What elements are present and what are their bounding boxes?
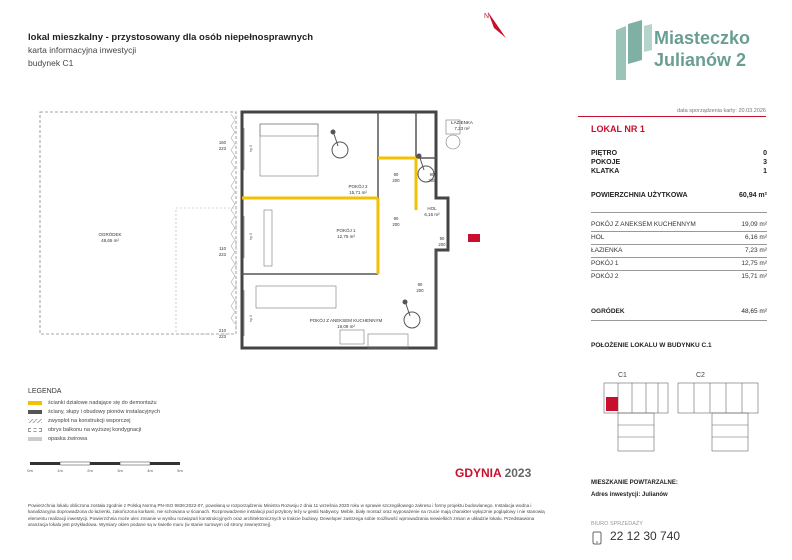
c1-label: C1: [618, 372, 627, 379]
footnote: Powierzchnia lokalu obliczona została zgodnie z Polską Normą PN-ISO 9836:2022-07, powołaną w rozporządzeniu Ministra Rozwoju z dnia 11 września 2020 roku w sprawie szczegółowego zakresu i formy projektu budowlanego. Instalacja wodna i kanalizacyjna doprowadzona do łazienki, zakończona korkami, nie schowana w ścianach. Rozprowadzenie instalacji pod przybory leży w gestii Nabywcy. Meble, biały montaż oraz wyposażenie na rzucie mają charakter wyłącznie poglądowy i nie stanowią elementu realizacji inwestycji. Powierzchnia może ulec zmianie w wyniku rozwiązań konstrukcyjnych oraz architektonicznych w trakcie budowy. Deweloper zastrzega sobie możliwość wprowadzania niewielkich zmian w układzie lokalu. Przedstawiona aranżacja lokalu jest przykładowa. Wymiary okien podane są w świetle muru (w stanie surowym od strony zewnętrznej).: [28, 503, 545, 527]
divider: [591, 257, 767, 258]
legend-swatch: [28, 410, 42, 414]
position-title: POŁOŻENIE LOKALU W BUDYNKU C.1: [591, 342, 712, 349]
scale-tick: 3m: [117, 468, 123, 473]
rooms-label: POKOJE: [591, 159, 621, 166]
city-year: 2023: [504, 466, 532, 480]
floor-plan: [28, 90, 548, 380]
staircase-label: KLATKA: [591, 168, 620, 175]
sales-label: BIURO SPRZEDAŻY: [591, 521, 643, 527]
scale-tick: 5m: [177, 468, 183, 473]
garden-value: 48,65 m²: [741, 308, 767, 315]
garden-plan-label: OGRÓDEK: [98, 232, 122, 237]
legend-item: [28, 436, 87, 442]
scale-tick: 2m: [87, 468, 93, 473]
table: [340, 330, 364, 344]
room-name: HOL: [591, 234, 605, 241]
city-name: GDYNIA: [455, 466, 502, 480]
window-height: 223: [218, 146, 226, 151]
door-width: 90: [393, 216, 399, 221]
divider: [591, 244, 767, 245]
room-row: [591, 234, 767, 241]
divider: [591, 212, 767, 213]
door-height: 200: [392, 222, 400, 227]
floor-value: 0: [763, 150, 767, 157]
divider: [578, 116, 766, 117]
room-row: [591, 260, 767, 267]
building-key-plan: [598, 365, 768, 453]
page-subtitle: karta informacyjna inwestycji: [28, 45, 137, 55]
door-width: 90: [439, 236, 445, 241]
phone-icon: [591, 531, 603, 550]
usable-area-label: POWIERZCHNIA UŻYTKOWA: [591, 192, 688, 199]
scale-tick: 0m: [27, 468, 33, 473]
door-height: 200: [438, 242, 446, 247]
divider: [591, 320, 767, 321]
building-label: budynek C1: [28, 58, 74, 68]
logo-line1: Miasteczko: [654, 28, 751, 48]
room-name: POKÓJ 2: [591, 273, 619, 280]
date-line: data sporządzenia karty: 20.03.2026: [677, 108, 766, 114]
window-width: 160: [218, 140, 226, 145]
window-height: 223: [218, 334, 226, 339]
window-height: 223: [218, 252, 226, 257]
legend-label: obrys balkonu na wyższej kondygnacji: [48, 427, 142, 433]
door-width: 90: [429, 172, 435, 177]
sofa: [256, 286, 336, 308]
logo-mark-icon: [612, 20, 656, 82]
room-area-label: 19,09 m²: [337, 324, 355, 329]
usable-area-row: [591, 192, 767, 199]
scale-tick: 4m: [147, 468, 153, 473]
room-area-label: 7,23 m²: [454, 126, 470, 131]
legend-item: [28, 427, 141, 433]
garden-plan-area: 48,65 m²: [101, 238, 119, 243]
legend-item: [28, 418, 131, 424]
legend-swatch: [28, 401, 42, 405]
room-name: ŁAZIENKA: [591, 247, 623, 254]
floor-label: PIĘTRO: [591, 150, 618, 157]
compass-label: N: [484, 13, 490, 20]
legend-label: ścianki działowe nadające się do demontażu: [48, 400, 157, 406]
legend-swatch: [28, 437, 42, 441]
room-area-label: 6,16 m²: [424, 212, 440, 217]
pillow: [260, 124, 318, 136]
room-row: [591, 221, 767, 228]
logo: [612, 18, 762, 88]
room-area: 15,71 m²: [741, 273, 767, 280]
page-title: lokal mieszkalny - przystosowany dla osób niepełnosprawnych: [28, 32, 314, 43]
sales-phone[interactable]: 22 12 30 740: [610, 529, 681, 543]
divider: [591, 270, 767, 271]
room-area: 19,09 m²: [741, 221, 767, 228]
garden-label: OGRÓDEK: [591, 308, 625, 315]
legend-label: zwyoplot na konstrukcji wsporczej: [48, 418, 131, 424]
room-area: 12,75 m²: [741, 260, 767, 267]
room-label: POKÓJ Z ANEKSEM KUCHENNYM: [309, 318, 383, 323]
room-label: ŁAZIENKA: [451, 120, 473, 125]
c2-label: C2: [696, 372, 705, 379]
staircase-value: 1: [763, 168, 767, 175]
room-label: POKÓJ 1: [336, 228, 356, 233]
room-area-label: 12,75 m²: [337, 234, 355, 239]
door-height: 200: [428, 178, 436, 183]
scale-bar: [28, 460, 198, 476]
kitchen: [368, 334, 408, 348]
entrance-marker: [468, 234, 480, 242]
door-height: 200: [392, 178, 400, 183]
room-row: [591, 247, 767, 254]
room-row: [591, 273, 767, 280]
north-arrow-icon: [480, 8, 510, 47]
bed: [260, 124, 318, 176]
legend-swatch: [28, 419, 42, 423]
wheelchair-icon: [403, 300, 420, 328]
door-width: 90: [417, 282, 423, 287]
legend-item: [28, 400, 157, 406]
room-label: POKÓJ 2: [348, 184, 368, 189]
legend-swatch: [28, 428, 42, 432]
legend-label: opaska żwirowa: [48, 436, 88, 442]
divider: [591, 231, 767, 232]
room-name: POKÓJ Z ANEKSEM KUCHENNYM: [591, 221, 696, 228]
room-name: POKÓJ 1: [591, 260, 619, 267]
window-width: 210: [218, 328, 226, 333]
investment-address: Adres inwestycji: Julianów: [591, 492, 668, 498]
floor-row: [591, 150, 767, 157]
logo-line2: Julianów 2: [654, 50, 747, 70]
scale-tick: 1m: [57, 468, 63, 473]
window-width: 110: [219, 246, 226, 251]
garden-row: [591, 308, 767, 315]
legend-item: [28, 409, 160, 415]
legend-title: LEGENDA: [28, 388, 62, 395]
desk: [264, 210, 272, 266]
room-area: 7,23 m²: [744, 247, 767, 254]
highlight-unit: [606, 397, 618, 411]
wheelchair-icon: [331, 130, 348, 158]
lokal-title: LOKAL NR 1: [591, 124, 645, 134]
rooms-row: [591, 159, 767, 166]
sill-height: hp 0: [249, 145, 253, 152]
sink: [446, 135, 460, 149]
room-area: 6,16 m²: [744, 234, 767, 241]
sill-height: hp 0: [249, 315, 253, 322]
room-area-label: 15,71 m²: [349, 190, 367, 195]
garden-area: [40, 112, 236, 334]
staircase-row: [591, 168, 767, 175]
room-label: HOL: [427, 206, 437, 211]
rooms-value: 3: [763, 159, 767, 166]
door-height: 200: [416, 288, 424, 293]
repeat-title: MIESZKANIE POWTARZALNE:: [591, 480, 678, 486]
city-mark: [455, 466, 531, 480]
legend-label: ściany, słupy i obudowy pionów instalacyjnych: [48, 409, 161, 415]
sill-height: hp 0: [249, 233, 253, 240]
usable-area-value: 60,94 m²: [738, 192, 767, 199]
door-width: 90: [393, 172, 399, 177]
